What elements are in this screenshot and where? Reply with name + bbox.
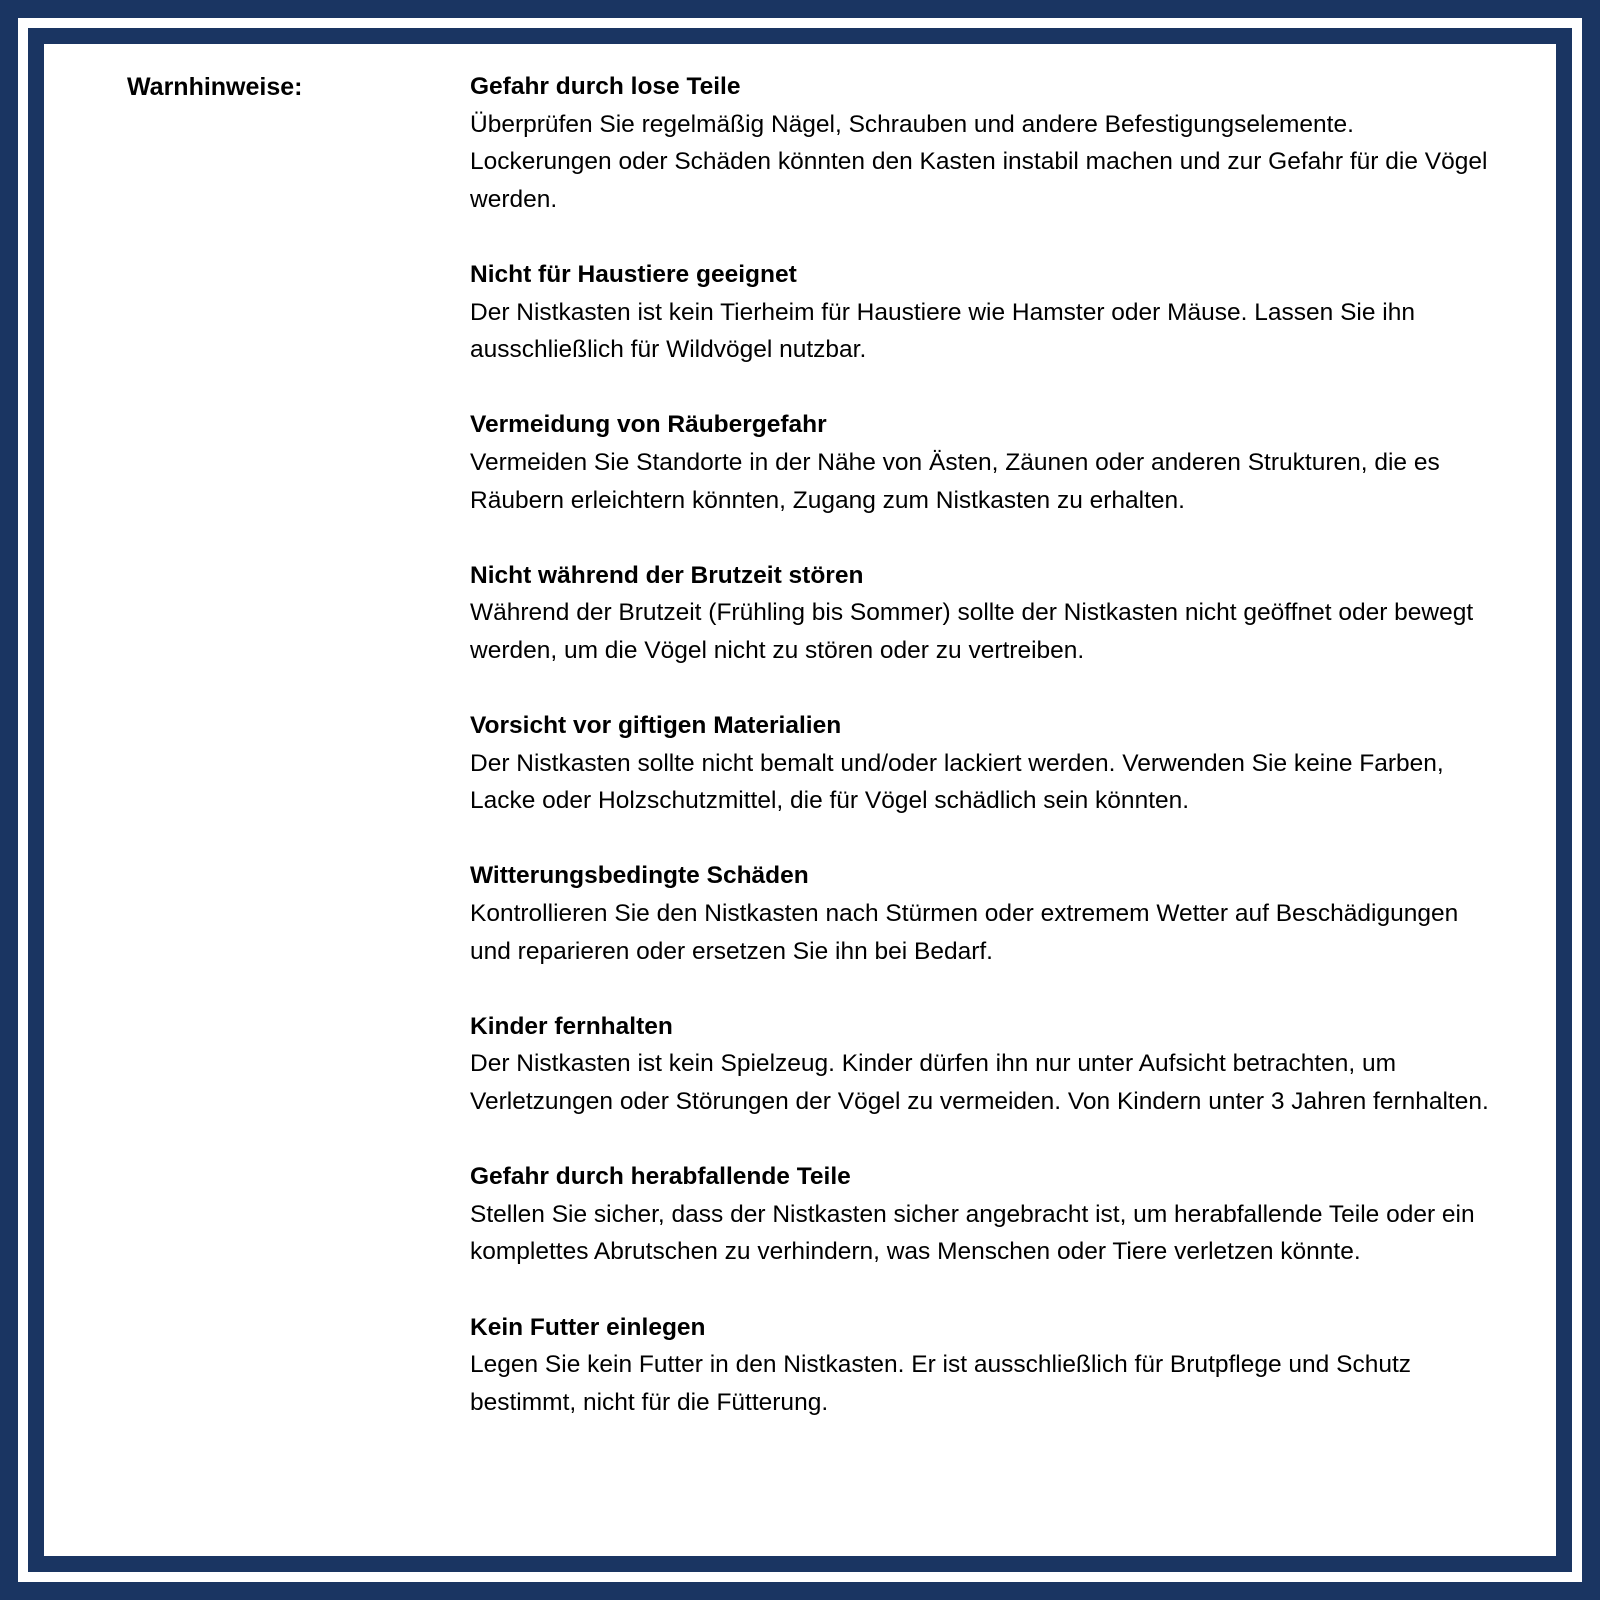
warning-title: Kein Futter einlegen: [470, 1313, 706, 1341]
warning-title: Gefahr durch herabfallende Teile: [470, 1163, 851, 1191]
warning-text: Der Nistkasten ist kein Tierheim für Haustiere wie Hamster oder Mäuse. Lassen Sie ihn ausschließlich für Wildvögel nutzbar.: [470, 298, 1415, 364]
warning-text: Legen Sie kein Futter in den Nistkasten. Er ist ausschließlich für Brutpflege und Schutz bestimmt, nicht für die Fütterung.: [470, 1351, 1412, 1416]
warnings-list: [470, 68, 1500, 1421]
warning-item: [470, 1309, 1500, 1422]
warning-item: [470, 256, 1500, 369]
warning-title: Vorsicht vor giftigen Materialien: [470, 712, 842, 740]
warning-text: Kontrollieren Sie den Nistkasten nach Stürmen oder extremem Wetter auf Beschädigungen und reparieren oder ersetzen Sie ihn bei Bedarf.: [470, 900, 1459, 965]
warning-item: [470, 557, 1500, 670]
section-label: Warnhinweise:: [127, 73, 303, 101]
warning-title: Gefahr durch lose Teile: [470, 73, 741, 100]
warning-text: Der Nistkasten ist kein Spielzeug. Kinder dürfen ihn nur unter Aufsicht betrachten, um Verletzungen oder Störungen der Vögel zu vermeiden. Von Kindern unter 3 Jahren fernhalten.: [470, 1050, 1489, 1116]
warning-item: [470, 406, 1500, 519]
warning-item: [470, 68, 1500, 218]
warning-item: [470, 857, 1500, 970]
warning-text: Überprüfen Sie regelmäßig Nägel, Schrauben und andere Befestigungselemente. Lockerungen oder Schäden könnten den Kasten instabil machen und zur Gefahr für die Vögel werden.: [470, 110, 1488, 213]
warning-text: Vermeiden Sie Standorte in der Nähe von Ästen, Zäunen oder anderen Strukturen, die es Räubern erleichtern könnten, Zugang zum Nistkasten zu erhalten.: [470, 448, 1440, 514]
warning-title: Nicht für Haustiere geeignet: [470, 260, 797, 288]
warning-title: Vermeidung von Räubergefahr: [470, 411, 827, 439]
warning-item: [470, 707, 1500, 820]
warning-text: Stellen Sie sicher, dass der Nistkasten sicher angebracht ist, um herabfallende Teile oder ein komplettes Abrutschen zu verhindern, was Menschen oder Tiere verletzen könnte.: [470, 1200, 1475, 1266]
warning-text: Der Nistkasten sollte nicht bemalt und/oder lackiert werden. Verwenden Sie keine Farben, Lacke oder Holzschutzmittel, die für Vögel schädlich sein könnten.: [470, 749, 1444, 815]
warning-title: Nicht während der Brutzeit stören: [470, 561, 864, 589]
warning-title: Witterungsbedingte Schäden: [470, 862, 809, 890]
warning-title: Kinder fernhalten: [470, 1012, 673, 1040]
document-page: [44, 44, 1556, 1556]
warning-item: [470, 1158, 1500, 1271]
warning-text: Während der Brutzeit (Frühling bis Sommer) sollte der Nistkasten nicht geöffnet oder bewegt werden, um die Vögel nicht zu stören oder zu vertreiben.: [470, 599, 1474, 664]
warning-item: [470, 1008, 1500, 1121]
